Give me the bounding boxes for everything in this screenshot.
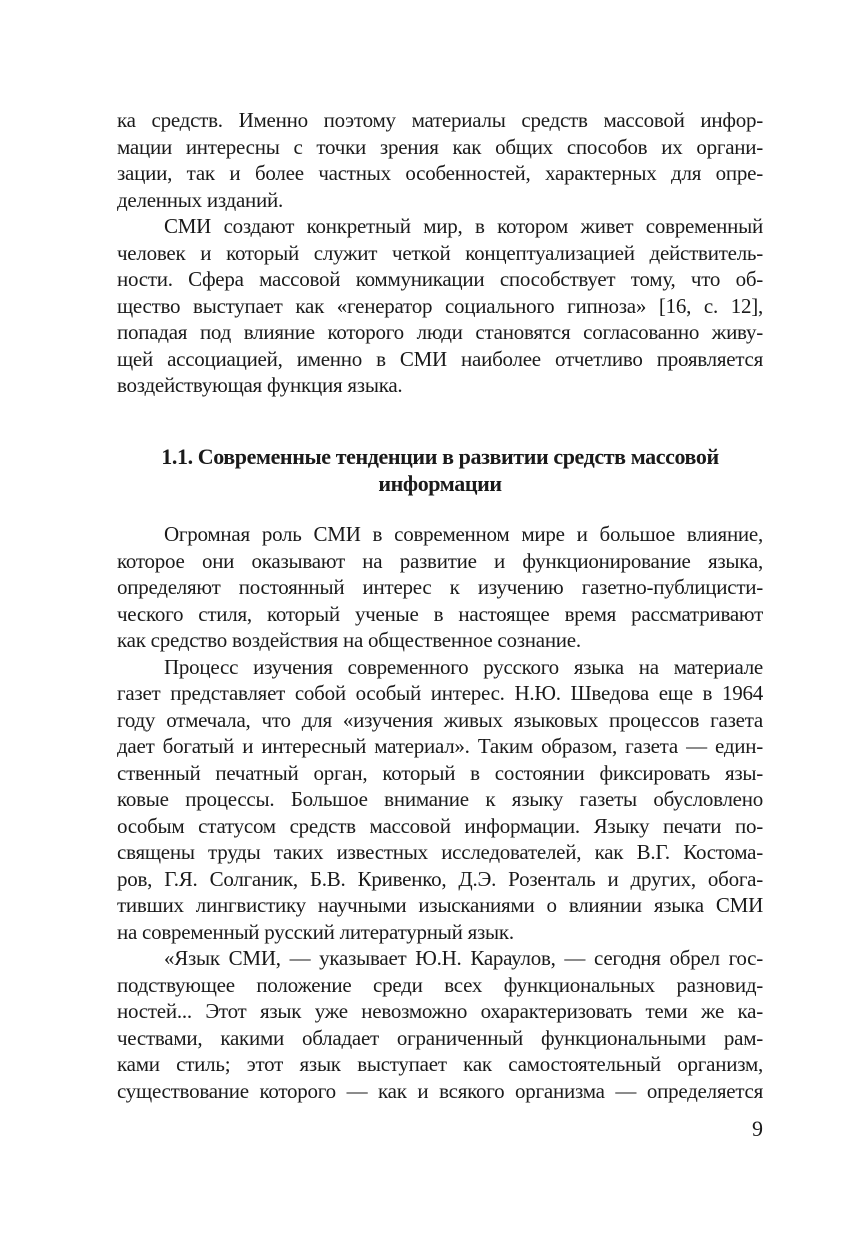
text-line: человек и который служит четкой концептуализацией действитель- bbox=[117, 240, 763, 265]
text-line: дает богатый и интересный материал». Таким образом, газета — един- bbox=[117, 734, 763, 758]
text-line: ками стиль; этот язык выступает как самостоятельный организм, bbox=[117, 1052, 763, 1076]
paragraph bbox=[117, 107, 763, 213]
text-line: Огромная роль СМИ в современном мире и большое влияние, bbox=[164, 522, 763, 546]
paragraph bbox=[117, 213, 763, 399]
text-line: СМИ создают конкретный мир, в котором живет современный bbox=[164, 214, 763, 238]
text-line: священы труды таких известных исследователей, как В.Г. Костома- bbox=[117, 840, 763, 864]
text-line: году отмечала, что для «изучения живых языковых процессов газета bbox=[117, 707, 763, 732]
text-line: ческого стиля, который ученые в настоящее время рассматривают bbox=[117, 601, 763, 626]
section-heading bbox=[100, 443, 780, 497]
text-line: которое они оказывают на развитие и функционирование языка, bbox=[117, 548, 763, 573]
text-line: подствующее положение среди всех функциональных разновид- bbox=[117, 972, 763, 997]
text-line: ственный печатный орган, который в состоянии фиксировать язы- bbox=[117, 760, 763, 785]
text-line: ров, Г.Я. Солганик, Б.В. Кривенко, Д.Э. Розенталь и других, обога- bbox=[117, 866, 763, 891]
text-line: на современный русский литературный язык. bbox=[117, 919, 514, 944]
text-line: чествами, какими обладает ограниченный функциональными рам- bbox=[117, 1025, 763, 1050]
text-block-top bbox=[117, 107, 763, 399]
text-line: как средство воздействия на общественное сознание. bbox=[117, 628, 581, 652]
text-line: «Язык СМИ, — указывает Ю.Н. Караулов, — сегодня обрел гос- bbox=[164, 946, 763, 970]
text-line: деленных изданий. bbox=[117, 187, 284, 212]
paragraph bbox=[117, 521, 763, 654]
text-line: газет представляет собой особый интерес. Н.Ю. Шведова еще в 1964 bbox=[117, 681, 763, 705]
text-line: тивших лингвистику научными изысканиями о влиянии языка СМИ bbox=[117, 893, 763, 917]
text-line: попадая под влияние которого люди становятся согласованно живу- bbox=[117, 320, 763, 344]
paragraph bbox=[117, 945, 763, 1104]
text-line: ностей... Этот язык уже невозможно охарактеризовать теми же ка- bbox=[117, 999, 763, 1023]
text-line: определяют постоянный интерес к изучению газетно-публицисти- bbox=[117, 575, 763, 599]
text-line: щество выступает как «генератор социального гипноза» [16, с. 12], bbox=[117, 293, 763, 318]
text-line: ка средств. Именно поэтому материалы средств массовой инфор- bbox=[117, 108, 763, 132]
section-heading-line: 1.1. Современные тенденции в развитии средств массовой bbox=[161, 444, 719, 469]
text-line: зации, так и более частных особенностей, характерных для опре- bbox=[117, 161, 763, 185]
page-number: 9 bbox=[752, 1116, 763, 1141]
text-line: существование которого — как и всякого организма — определяется bbox=[117, 1078, 763, 1103]
section-heading-line: информации bbox=[378, 471, 502, 496]
text-line: воздействующая функция языка. bbox=[117, 373, 403, 397]
text-line: ности. Сфера массовой коммуникации способствует тому, что об- bbox=[117, 267, 763, 291]
text-line: Процесс изучения современного русского языка на материале bbox=[164, 654, 763, 679]
text-block-bottom bbox=[117, 521, 763, 1104]
text-line: ковые процессы. Большое внимание к языку газеты обусловлено bbox=[117, 787, 763, 811]
text-line: особым статусом средств массовой информации. Языку печати по- bbox=[117, 813, 763, 838]
text-line: щей ассоциацией, именно в СМИ наиболее отчетливо проявляется bbox=[117, 346, 763, 371]
paragraph bbox=[117, 654, 763, 946]
text-line: мации интересны с точки зрения как общих способов их органи- bbox=[117, 134, 763, 159]
